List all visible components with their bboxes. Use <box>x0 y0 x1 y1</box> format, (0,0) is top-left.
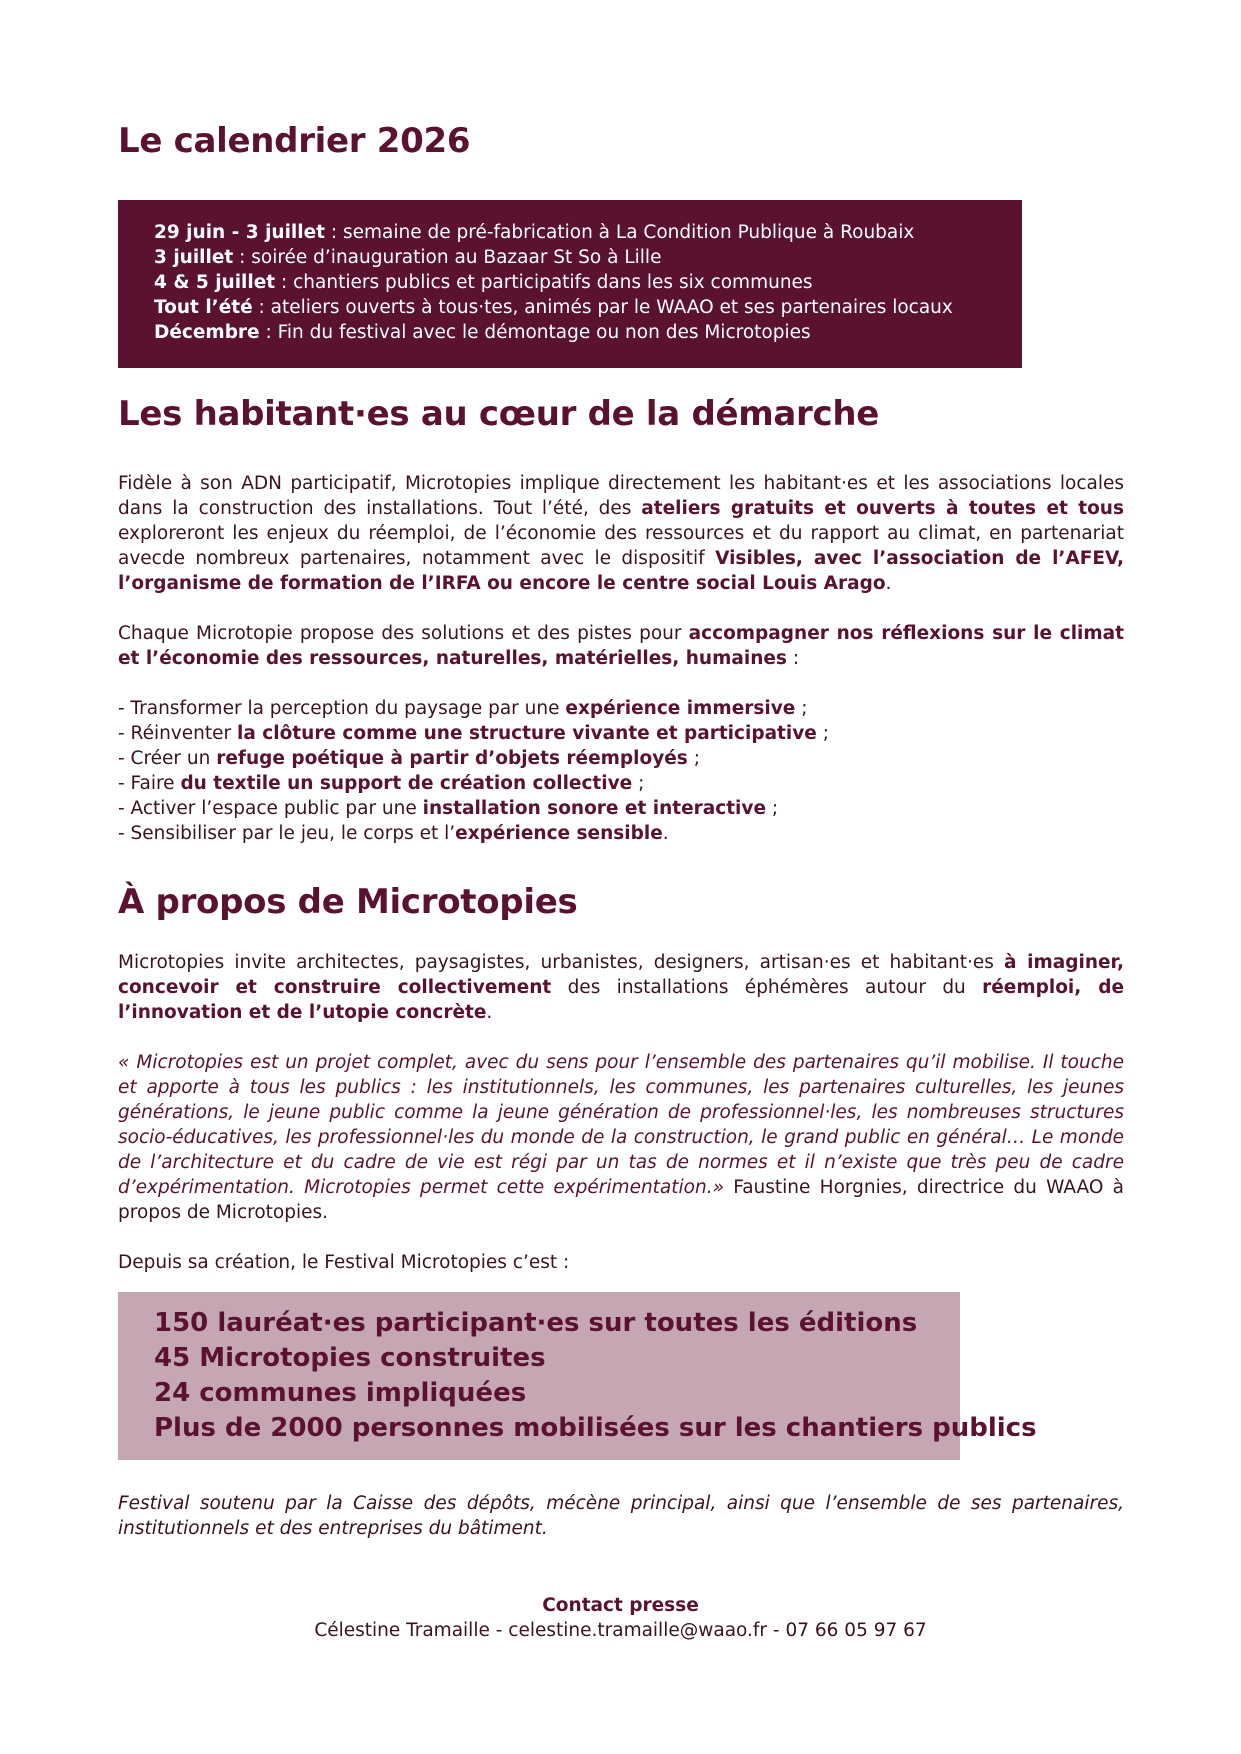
list-item: - Réinventer la clôture comme une structure vivante et participative ; <box>118 723 829 744</box>
microtopies-list <box>118 696 1124 846</box>
habitants-paragraph-1: Fidèle à son ADN participatif, Microtopies implique directement les habitant·es et les associations locales dans la construction des installations. Tout l’été, des ateliers gratuits et ouverts à toutes et tous exploreront les enjeux du réemploi, de l’économie des ressources et du rapport au climat, en partenariat avecde nombreux partenaires, notamment avec le dispositif Visibles, avec l’association de l’AFEV, l’organisme de formation de l’IRFA ou encore le centre social Louis Arago. <box>118 473 1124 594</box>
list-item: - Activer l’espace public par une installation sonore et interactive ; <box>118 798 779 819</box>
calendar-item: 4 & 5 juillet : chantiers publics et participatifs dans les six communes <box>154 272 813 293</box>
calendar-item: 29 juin - 3 juillet : semaine de pré-fabrication à La Condition Publique à Roubaix <box>154 222 915 243</box>
stats-box <box>118 1292 1037 1460</box>
list-item: - Transformer la perception du paysage par une expérience immersive ; <box>118 698 808 719</box>
contact-title: Contact presse <box>542 1595 699 1616</box>
list-item: - Sensibiliser par le jeu, le corps et l’expérience sensible. <box>118 823 669 844</box>
habitants-heading: Les habitant·es au cœur de la démarche <box>118 394 880 434</box>
director-quote: « Microtopies est un projet complet, avec du sens pour l’ensemble des partenaires qu’il mobilise. Il touche et apporte à tous les publics : les institutionnels, les communes, les partenaires culturelles, les jeunes générations, le jeune public comme la jeune génération de professionnel·les, les nombreuses structures socio-éducatives, les professionnel·les du monde de la construction, le grand public en général… Le monde de l’architecture et du cadre de vie est régi par un tas de normes et il n’existe que très peu de cadre d’expérimentation. Microtopies permet cette expérimentation.» Faustine Horgnies, directrice du WAAO à propos de Microtopies. <box>118 1052 1124 1223</box>
calendar-box <box>118 200 1022 368</box>
calendar-item: Décembre : Fin du festival avec le démontage ou non des Microtopies <box>154 322 811 343</box>
stat-item: 45 Microtopies construites <box>154 1343 546 1373</box>
stat-item: 150 lauréat·es participant·es sur toutes les éditions <box>154 1308 918 1338</box>
calendar-item: 3 juillet : soirée d’inauguration au Bazaar St So à Lille <box>154 247 662 268</box>
contact-line[interactable]: Célestine Tramaille - celestine.tramaille@waao.fr - 07 66 05 97 67 <box>314 1620 927 1641</box>
habitants-paragraph-2: Chaque Microtopie propose des solutions et des pistes pour accompagner nos réflexions sur le climat et l’économie des ressources, naturelles, matérielles, humaines : <box>118 623 1124 669</box>
stat-item: 24 communes impliquées <box>154 1378 527 1408</box>
calendar-heading: Le calendrier 2026 <box>118 121 471 161</box>
apropos-paragraph: Microtopies invite architectes, paysagistes, urbanistes, designers, artisan·es et habitant·es à imaginer, concevoir et construire collectivement des installations éphémères autour du réemploi, de l’innovation et de l’utopie concrète. <box>118 952 1124 1023</box>
since-creation-text: Depuis sa création, le Festival Microtopies c’est : <box>118 1252 570 1273</box>
sponsor-note: Festival soutenu par la Caisse des dépôts, mécène principal, ainsi que l’ensemble de ses partenaires, institutionnels et des entreprises du bâtiment. <box>118 1493 1124 1539</box>
stat-item: Plus de 2000 personnes mobilisées sur les chantiers publics <box>154 1413 1037 1443</box>
calendar-item: Tout l’été : ateliers ouverts à tous·tes, animés par le WAAO et ses partenaires locaux <box>154 297 953 318</box>
list-item: - Faire du textile un support de création collective ; <box>118 773 645 794</box>
apropos-heading: À propos de Microtopies <box>118 882 578 922</box>
press-contact <box>0 1593 1241 1643</box>
list-item: - Créer un refuge poétique à partir d’objets réemployés ; <box>118 748 700 769</box>
